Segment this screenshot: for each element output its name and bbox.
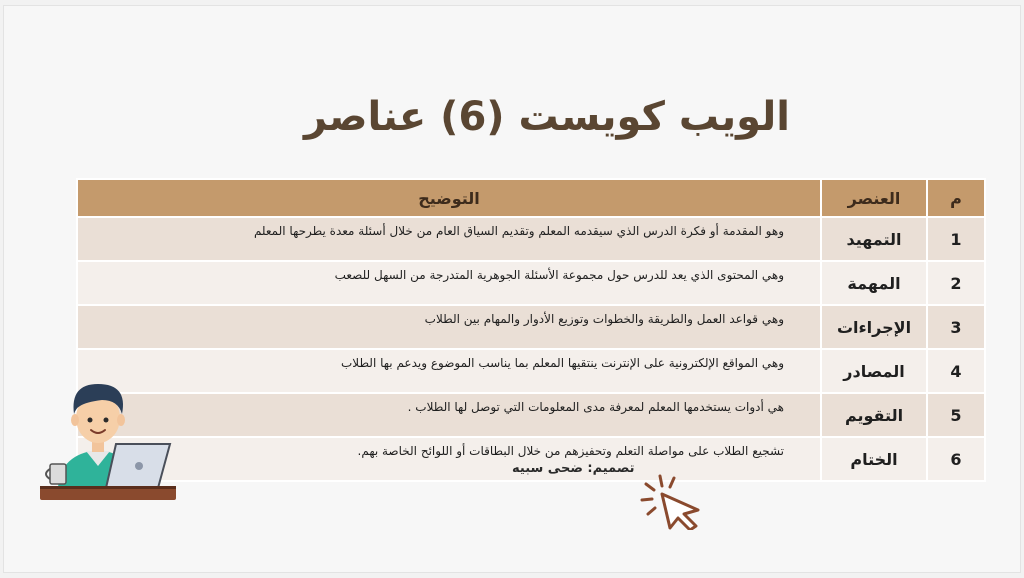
table-header-row bbox=[77, 179, 985, 217]
row-description: وهو المقدمة أو فكرة الدرس الذي سيقدمه المعلم وتقديم السياق العام من خلال أسئلة معدة يطرحها المعلم bbox=[77, 217, 821, 261]
row-description: وهي قواعد العمل والطريقة والخطوات وتوزيع الأدوار والمهام بين الطلاب bbox=[77, 305, 821, 349]
table-row bbox=[77, 349, 985, 393]
row-description: هي أدوات يستخدمها المعلم لمعرفة مدى المعلومات التي توصل لها الطلاب . bbox=[77, 393, 821, 437]
row-element: التقويم bbox=[821, 393, 927, 437]
header-description: التوضيح bbox=[77, 179, 821, 217]
row-num: 6 bbox=[927, 437, 985, 481]
elements-table bbox=[76, 178, 986, 482]
row-element: المصادر bbox=[821, 349, 927, 393]
row-description: تشجيع الطلاب على مواصلة التعلم وتحفيزهم من خلال البطاقات أو اللوائح الخاصة بهم. bbox=[77, 437, 821, 481]
designer-credit: تصميم: ضحى سبيه bbox=[512, 461, 635, 476]
row-num: 2 bbox=[927, 261, 985, 305]
row-num: 5 bbox=[927, 393, 985, 437]
table-row bbox=[77, 217, 985, 261]
header-num: م bbox=[927, 179, 985, 217]
slide-title: الويب كويست (6) عناصر bbox=[304, 94, 790, 140]
row-element: المهمة bbox=[821, 261, 927, 305]
row-num: 1 bbox=[927, 217, 985, 261]
row-num: 3 bbox=[927, 305, 985, 349]
table-row bbox=[77, 261, 985, 305]
row-element: الإجراءات bbox=[821, 305, 927, 349]
row-element: الختام bbox=[821, 437, 927, 481]
table-row bbox=[77, 305, 985, 349]
row-num: 4 bbox=[927, 349, 985, 393]
header-element: العنصر bbox=[821, 179, 927, 217]
row-description: وهي المحتوى الذي يعد للدرس حول مجموعة الأسئلة الجوهرية المتدرجة من السهل للصعب bbox=[77, 261, 821, 305]
click-cursor-icon bbox=[640, 472, 708, 530]
row-description: وهي المواقع الإلكترونية على الإنترنت ينتقيها المعلم بما يناسب الموضوع ويدعم بها الطلاب bbox=[77, 349, 821, 393]
slide bbox=[4, 6, 1020, 572]
row-element: التمهيد bbox=[821, 217, 927, 261]
table-row bbox=[77, 393, 985, 437]
person-at-laptop-icon bbox=[40, 378, 180, 504]
